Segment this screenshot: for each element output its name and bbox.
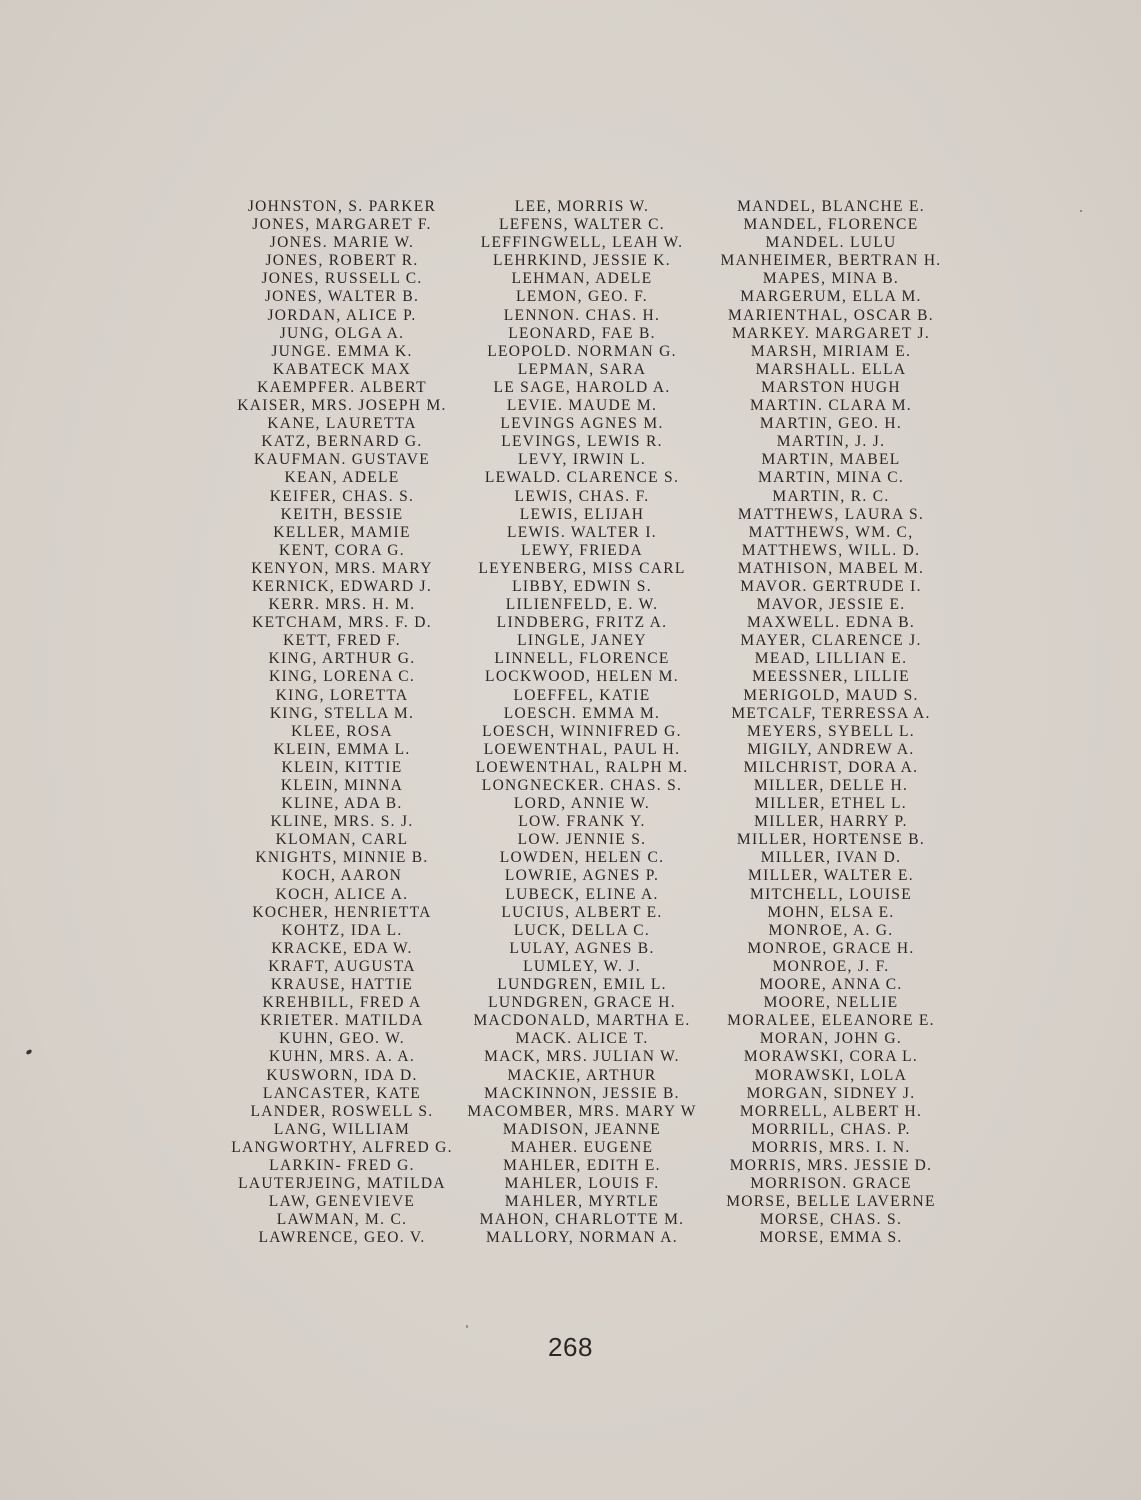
list-item: KREHBILL, FRED A (262, 994, 422, 1012)
list-item: KOCH, AARON (281, 867, 403, 885)
list-item: MACK, MRS. JULIAN W. (484, 1048, 680, 1066)
list-item: LOWDEN, HELEN C. (499, 849, 665, 867)
list-item: MARTIN, GEO. H. (759, 415, 903, 433)
list-item: MARKEY. MARGARET J. (731, 324, 931, 342)
list-item: MEYERS, SYBELL L. (747, 722, 915, 740)
list-item: KLEIN, KITTIE (281, 758, 403, 776)
list-item: MOORE, ANNA C. (759, 976, 903, 994)
list-item: MARGERUM, ELLA M. (740, 288, 922, 306)
list-item: KEIFER, CHAS. S. (269, 487, 415, 505)
list-item: KERNICK, EDWARD J. (251, 577, 433, 595)
list-item: JONES, ROBERT R. (265, 252, 419, 270)
list-item: MOHN, ELSA E. (767, 903, 895, 921)
list-item: KAUFMAN. GUSTAVE (253, 451, 430, 469)
list-item: MILLER, IVAN D. (760, 849, 902, 867)
list-item: MORAWSKI, LOLA (754, 1066, 908, 1084)
list-item: LANDER, ROSWELL S. (250, 1102, 434, 1120)
list-item: LEVY, IRWIN L. (517, 451, 647, 469)
name-column-3 (681, 198, 981, 1247)
list-item: LANG, WILLIAM (273, 1120, 411, 1138)
list-item: MILLER, HORTENSE B. (736, 831, 926, 849)
list-item: MORRIS, MRS. I. N. (751, 1138, 911, 1156)
list-item: LOW. FRANK Y. (518, 813, 646, 831)
list-item: MATHISON, MABEL M. (737, 559, 925, 577)
list-item: MACDONALD, MARTHA E. (473, 1012, 691, 1030)
list-item: LUMLEY, W. J. (523, 957, 641, 975)
list-item: KRIETER. MATILDA (260, 1012, 424, 1030)
list-item: MORRELL, ALBERT H. (739, 1102, 923, 1120)
list-item: MAVOR. GERTRUDE I. (740, 577, 922, 595)
list-item: LOEWENTHAL, PAUL H. (483, 740, 681, 758)
list-item: LONGNECKER. CHAS. S. (481, 777, 683, 794)
list-item: KING, ARTHUR G. (268, 650, 416, 668)
ink-speck-1 (25, 1049, 32, 1056)
list-item: LEYENBERG, MISS CARL (478, 559, 686, 577)
list-item: KING, LORETTA (275, 686, 409, 704)
list-item: MILLER, DELLE H. (753, 777, 909, 794)
list-item: LEFFINGWELL, LEAH W. (480, 234, 684, 252)
list-item: LEONARD, FAE B. (508, 324, 656, 342)
list-item: MILLER, WALTER E. (748, 867, 914, 885)
list-item: MAPES, MINA B. (762, 270, 900, 288)
list-item: LENNON. CHAS. H. (503, 306, 661, 324)
list-item: KENYON, MRS. MARY (251, 559, 433, 577)
list-item: LAWMAN, M. C. (276, 1211, 408, 1229)
list-item: LEWALD. CLARENCE S. (484, 469, 680, 487)
list-item: JONES, RUSSELL C. (261, 270, 423, 288)
list-item: LE SAGE, HAROLD A. (493, 378, 671, 396)
list-item: MARTIN. CLARA M. (750, 397, 912, 415)
list-item: LIBBY, EDWIN S. (512, 577, 652, 595)
list-item: MORAWSKI, CORA L. (743, 1048, 919, 1066)
list-item: KENT, CORA G. (279, 541, 405, 559)
list-item: MORAN, JOHN G. (759, 1030, 903, 1048)
list-item: LUCK, DELLA C. (513, 921, 651, 939)
list-item: LOESCH, WINNIFRED G. (482, 722, 682, 740)
list-item: MARTIN, J. J. (776, 433, 886, 451)
list-item: MACK. ALICE T. (515, 1030, 649, 1048)
list-item: MAVOR, JESSIE E. (756, 596, 906, 614)
list-item: MILLER, HARRY P. (754, 813, 908, 831)
list-item: MORRISON. GRACE (750, 1175, 912, 1193)
list-item: LINGLE, JANEY (517, 632, 647, 650)
list-item: KLEE, ROSA (291, 722, 393, 740)
list-item: MARSHALL. ELLA (755, 360, 907, 378)
list-item: MADISON, JEANNE (502, 1120, 662, 1138)
list-item: MAXWELL. EDNA B. (746, 614, 916, 632)
list-item: JORDAN, ALICE P. (267, 306, 417, 324)
list-item: MORRIS, MRS. JESSIE D. (729, 1156, 933, 1174)
list-item: MIGILY, ANDREW A. (747, 740, 915, 758)
list-item: LEWIS, CHAS. F. (514, 487, 650, 505)
list-item: LAWRENCE, GEO. V. (258, 1229, 426, 1247)
list-item: LEPMAN, SARA (517, 360, 647, 378)
list-item: MARSH, MIRIAM E. (750, 342, 912, 360)
list-item: LANCASTER, KATE (262, 1084, 422, 1102)
list-item: KLOMAN, CARL (275, 831, 409, 849)
list-item: MEESSNER, LILLIE (752, 668, 910, 686)
list-item: MAHLER, EDITH E. (503, 1156, 661, 1174)
list-item: KUHN, MRS. A. A. (268, 1048, 416, 1066)
ink-speck-3 (466, 1325, 468, 1328)
list-item: MONROE, GRACE H. (747, 939, 915, 957)
list-item: LUNDGREN, GRACE H. (488, 994, 676, 1012)
list-item: MERIGOLD, MAUD S. (743, 686, 919, 704)
list-item: MONROE, J. F. (772, 957, 890, 975)
list-item: LINDBERG, FRITZ A. (496, 614, 668, 632)
list-item: KLINE, MRS. S. J. (270, 813, 414, 831)
list-item: MATTHEWS, WILL. D. (741, 541, 921, 559)
list-item: MACKIE, ARTHUR (507, 1066, 657, 1084)
list-item: MORSE, BELLE LAVERNE (726, 1193, 936, 1211)
list-item: KOCHER, HENRIETTA (252, 903, 432, 921)
list-item: LOWRIE, AGNES P. (504, 867, 660, 885)
list-item: KING, STELLA M. (269, 704, 415, 722)
list-item: MORALEE, ELEANORE E. (727, 1012, 935, 1030)
list-item: LUNDGREN, EMIL L. (497, 976, 667, 994)
list-item: MOORE, NELLIE (763, 994, 899, 1012)
list-item: MORSE, CHAS. S. (759, 1211, 903, 1229)
list-item: LEOPOLD. NORMAN G. (487, 342, 677, 360)
list-item: MEAD, LILLIAN E. (754, 650, 908, 668)
list-item: MITCHELL, LOUISE (749, 885, 912, 903)
list-item: LULAY, AGNES B. (509, 939, 655, 957)
list-item: MAHON, CHARLOTTE M. (479, 1211, 685, 1229)
list-item: KING, LORENA C. (268, 668, 416, 686)
list-item: MAYER, CLARENCE J. (740, 632, 922, 650)
list-item: LEWY, FRIEDA (520, 541, 644, 559)
list-item: LOESCH. EMMA M. (503, 704, 661, 722)
list-item: KLINE, ADA B. (281, 795, 403, 813)
list-item: KNIGHTS, MINNIE B. (255, 849, 429, 867)
list-item: KUHN, GEO. W. (279, 1030, 405, 1048)
list-item: LEVINGS AGNES M. (500, 415, 664, 433)
list-item: JUNGE. EMMA K. (271, 342, 413, 360)
list-item: LOCKWOOD, HELEN M. (485, 668, 679, 686)
list-item: LOEFFEL, KATIE (513, 686, 651, 704)
ink-speck-2 (1080, 210, 1082, 212)
list-item: MORGAN, SIDNEY J. (746, 1084, 916, 1102)
list-item: LEWIS. WALTER I. (507, 523, 657, 541)
list-item: LEE, MORRIS W. (514, 198, 650, 215)
list-item: MACOMBER, MRS. MARY W (467, 1102, 697, 1120)
list-item: LEWIS, ELIJAH (519, 505, 645, 523)
list-item: MATTHEWS, LAURA S. (737, 505, 925, 523)
list-item: JONES, MARGARET F. (252, 216, 432, 234)
list-item: LANGWORTHY, ALFRED G. (231, 1138, 453, 1156)
list-item: MAHER. EUGENE (510, 1138, 654, 1156)
list-item: MARSTON HUGH (761, 378, 901, 396)
list-item: MILCHRIST, DORA A. (743, 758, 919, 776)
list-item: LOEWENTHAL, RALPH M. (475, 758, 689, 776)
list-item: LAUTERJEING, MATILDA (238, 1175, 446, 1193)
list-item: MANDEL, BLANCHE E. (737, 198, 925, 215)
list-item: KOCH, ALICE A. (275, 885, 409, 903)
list-item: MATTHEWS, WM. C, (748, 523, 914, 541)
list-item: KAISER, MRS. JOSEPH M. (237, 397, 447, 415)
list-item: METCALF, TERRESSA A. (731, 704, 931, 722)
list-item: MARTIN, MINA C. (757, 469, 905, 487)
list-item: KUSWORN, IDA D. (266, 1066, 418, 1084)
list-item: MAHLER, LOUIS F. (504, 1175, 660, 1193)
list-item: KABATECK MAX (272, 360, 412, 378)
list-item: KLEIN, EMMA L. (273, 740, 411, 758)
list-item: LAW, GENEVIEVE (268, 1193, 416, 1211)
list-item: KAEMPFER. ALBERT (257, 378, 427, 396)
list-item: KLEIN, MINNA (280, 777, 404, 794)
list-item: MILLER, ETHEL L. (755, 795, 907, 813)
list-item: LUCIUS, ALBERT E. (501, 903, 663, 921)
list-item: KETT, FRED F. (283, 632, 401, 650)
list-item: KERR. MRS. H. M. (268, 596, 416, 614)
list-item: MALLORY, NORMAN A. (486, 1229, 678, 1247)
list-item: LUBECK, ELINE A. (505, 885, 659, 903)
list-item: LEVINGS, LEWIS R. (501, 433, 663, 451)
list-item: LEHMAN, ADELE (511, 270, 653, 288)
list-item: JOHNSTON, S. PARKER (247, 198, 437, 215)
list-item: KANE, LAURETTA (267, 415, 417, 433)
list-item: JONES. MARIE W. (269, 234, 415, 252)
list-item: KRAFT, AUGUSTA (268, 957, 416, 975)
list-item: MORSE, EMMA S. (759, 1229, 903, 1247)
list-item: MORRILL, CHAS. P. (751, 1120, 911, 1138)
list-item: KRAUSE, HATTIE (270, 976, 414, 994)
list-item: LEVIE. MAUDE M. (506, 397, 658, 415)
list-item: LARKIN- FRED G. (269, 1156, 415, 1174)
list-item: JUNG, OLGA A. (279, 324, 405, 342)
list-item: MANDEL, FLORENCE (743, 216, 919, 234)
list-item: MANHEIMER, BERTRAN H. (720, 252, 942, 270)
list-item: KATZ, BERNARD G. (261, 433, 423, 451)
list-item: MONROE, A. G. (768, 921, 894, 939)
list-item: KELLER, MAMIE (273, 523, 411, 541)
list-item: LINNELL, FLORENCE (494, 650, 670, 668)
list-item: LORD, ANNIE W. (513, 795, 651, 813)
list-item: KETCHAM, MRS. F. D. (252, 614, 432, 632)
list-item: LOW. JENNIE S. (517, 831, 647, 849)
list-item: MARIENTHAL, OSCAR B. (728, 306, 934, 324)
list-item: LILIENFELD, E. W. (505, 596, 659, 614)
list-item: KEITH, BESSIE (280, 505, 404, 523)
list-item: LEFENS, WALTER C. (499, 216, 665, 234)
list-item: MANDEL. LULU (765, 234, 897, 252)
list-item: KRACKE, EDA W. (271, 939, 413, 957)
list-item: MAHLER, MYRTLE (504, 1193, 660, 1211)
list-item: KEAN, ADELE (284, 469, 400, 487)
list-item: KOHTZ, IDA L. (281, 921, 403, 939)
list-item: MARTIN, MABEL (761, 451, 901, 469)
list-item: MACKINNON, JESSIE B. (484, 1084, 680, 1102)
list-item: LEMON, GEO. F. (516, 288, 648, 306)
list-item: MARTIN, R. C. (772, 487, 890, 505)
list-item: JONES, WALTER B. (264, 288, 420, 306)
list-item: LEHRKIND, JESSIE K. (493, 252, 671, 270)
page-number: 268 (548, 1332, 593, 1362)
